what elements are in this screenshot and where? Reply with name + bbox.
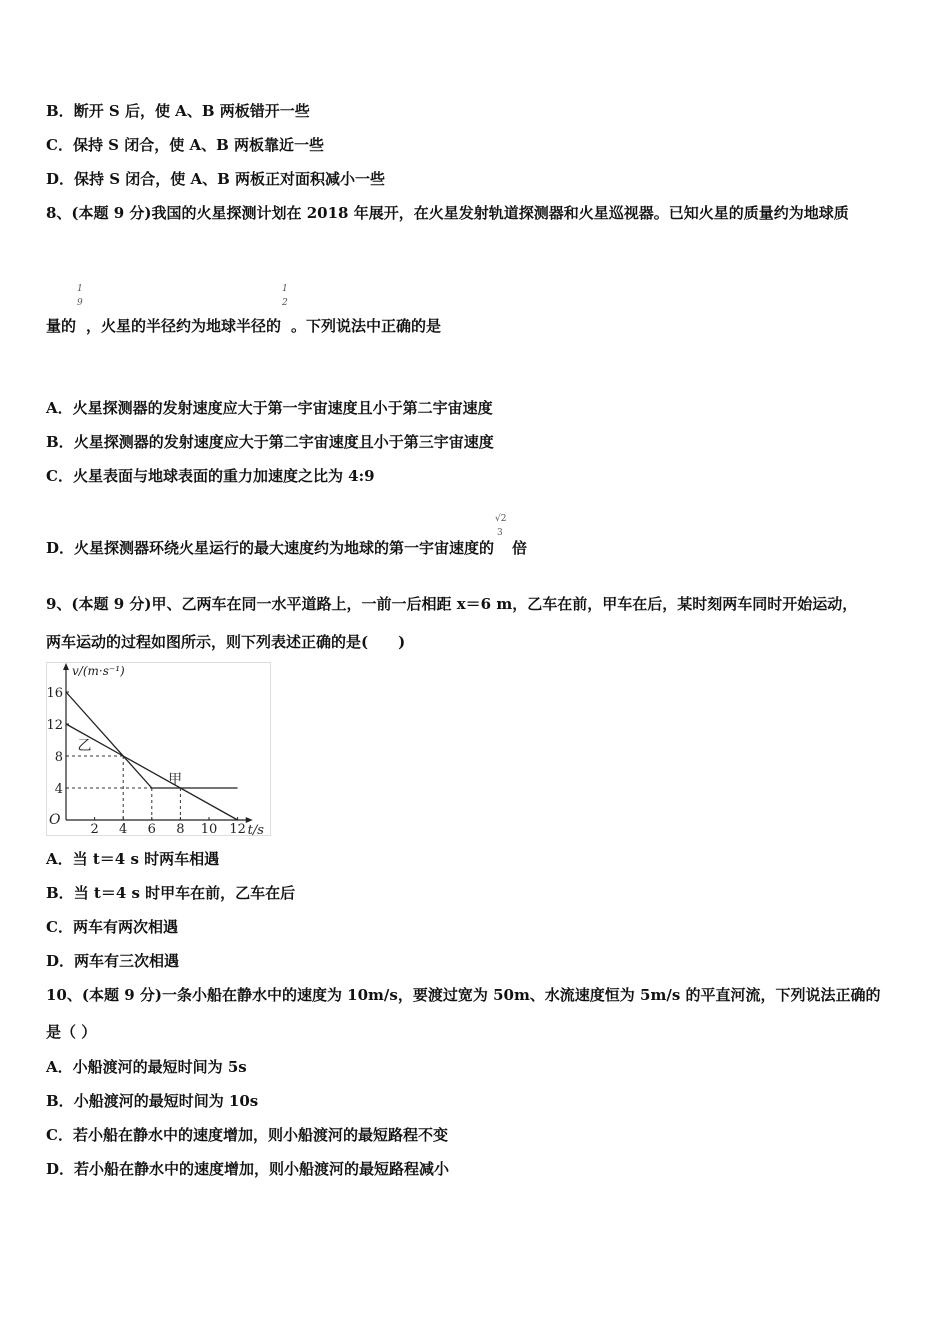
q9-option-a bbox=[46, 849, 219, 869]
option-label: C． bbox=[46, 467, 73, 485]
q9-stem-line1: 9、(本题 9 分)甲、乙两车在同一水平道路上，一前一后相距 x＝6 m，乙车在前，甲车在后，某时刻两车同时开始运动， bbox=[46, 595, 858, 613]
option-label: B． bbox=[46, 433, 74, 451]
option-label: C． bbox=[46, 918, 73, 936]
velocity-time-chart bbox=[46, 662, 272, 838]
y-tick-label: 12 bbox=[46, 718, 63, 733]
option-label: B． bbox=[46, 102, 74, 120]
q10-option-d bbox=[46, 1159, 449, 1179]
q8-stem-part2: ，火星的半径约为地球半径的 bbox=[86, 317, 282, 335]
option-label: A． bbox=[46, 850, 73, 868]
fraction-numerator: 1 bbox=[77, 284, 83, 294]
x-tick-label: 12 bbox=[229, 822, 246, 837]
q8-option-c bbox=[46, 466, 375, 486]
x-tick-label: 8 bbox=[176, 822, 185, 837]
option-text: 两车有三次相遇 bbox=[74, 952, 180, 970]
y-tick-label: 4 bbox=[54, 782, 63, 797]
q9-option-c bbox=[46, 917, 178, 937]
sqrt-numerator: √2 bbox=[495, 514, 507, 524]
option-text: 火星探测器的发射速度应大于第二宇宙速度且小于第三宇宙速度 bbox=[73, 433, 494, 451]
option-label: C． bbox=[46, 1126, 73, 1144]
option-text: 火星表面与地球表面的重力加速度之比为 4:9 bbox=[72, 467, 375, 485]
q8-option-b bbox=[46, 432, 494, 452]
series-label-yi: 乙 bbox=[77, 738, 92, 754]
q9-option-b bbox=[46, 883, 295, 903]
x-tick-label: 4 bbox=[119, 822, 128, 837]
q8-option-a bbox=[46, 398, 493, 418]
option-label: D． bbox=[46, 952, 75, 970]
y-axis-arrow bbox=[63, 663, 69, 670]
fraction-one-ninth bbox=[76, 284, 86, 331]
q7-option-d bbox=[46, 169, 385, 189]
option-text: 两车有两次相遇 bbox=[72, 918, 178, 936]
q10-option-c bbox=[46, 1125, 448, 1145]
y-tick-label: 8 bbox=[54, 750, 63, 765]
fraction-one-half bbox=[281, 284, 291, 331]
option-text: 火星探测器环绕火星运行的最大速度约为地球的第一宇宙速度的 bbox=[74, 539, 495, 557]
q8-stem-part1: 量的 bbox=[46, 317, 77, 335]
q8-option-d bbox=[46, 514, 528, 558]
q7-option-b bbox=[46, 101, 310, 121]
fraction-numerator: 1 bbox=[282, 284, 288, 294]
q10-stem-line1: 10、(本题 9 分)一条小船在静水中的速度为 10m/s，要渡过宽为 50m、水流速度恒为 5m/s 的平直河流，下列说法正确的 bbox=[46, 986, 881, 1004]
option-text: 火星探测器的发射速度应大于第一宇宙速度且小于第二宇宙速度 bbox=[72, 399, 493, 417]
q8-stem-line1: 8、(本题 9 分)我国的火星探测计划在 2018 年展开，在火星发射轨道探测器和火星巡视器。已知火星的质量约为地球质 bbox=[46, 204, 849, 222]
option-label: D． bbox=[46, 1160, 75, 1178]
option-text: 保持 S 闭合，使 A、B 两板靠近一些 bbox=[72, 136, 324, 154]
option-label: D． bbox=[46, 539, 75, 557]
option-label: A． bbox=[46, 1058, 73, 1076]
option-label: B． bbox=[46, 1092, 74, 1110]
option-text: 保持 S 闭合，使 A、B 两板正对面积减小一些 bbox=[74, 170, 386, 188]
x-axis-label: t/s bbox=[247, 823, 264, 838]
q9-stem-line2: 两车运动的过程如图所示，则下列表述正确的是( ) bbox=[46, 633, 406, 651]
option-text: 若小船在静水中的速度增加，则小船渡河的最短路程减小 bbox=[74, 1160, 450, 1178]
option-text: 小船渡河的最短时间为 10s bbox=[73, 1092, 259, 1110]
option-text: 小船渡河的最短时间为 5s bbox=[72, 1058, 247, 1076]
x-tick-label: 10 bbox=[200, 822, 218, 837]
option-label: D． bbox=[46, 170, 75, 188]
origin-label: O bbox=[49, 812, 61, 828]
option-text: 断开 S 后，使 A、B 两板错开一些 bbox=[73, 102, 310, 120]
q10-option-b bbox=[46, 1091, 258, 1111]
q8-stem-line2 bbox=[46, 284, 442, 336]
q10-stem-line2: 是（ ） bbox=[46, 1023, 97, 1041]
sqrt-fraction bbox=[494, 514, 512, 553]
q8-stem-part3: 。下列说法中正确的是 bbox=[291, 317, 442, 335]
q9-option-d bbox=[46, 951, 179, 971]
fraction-denominator: 9 bbox=[77, 298, 83, 308]
option-suffix: 倍 bbox=[512, 539, 528, 557]
q10-option-a bbox=[46, 1057, 247, 1077]
series-line-yi bbox=[66, 724, 238, 820]
x-tick-label: 6 bbox=[147, 822, 156, 837]
series-label-jia: 甲 bbox=[168, 772, 183, 788]
q7-option-c bbox=[46, 135, 324, 155]
y-axis-label: v/(m·s⁻¹) bbox=[72, 664, 125, 678]
option-label: B． bbox=[46, 884, 74, 902]
x-tick-label: 2 bbox=[90, 822, 99, 837]
option-text: 当 t＝4 s 时两车相遇 bbox=[72, 850, 220, 868]
series-line-jia bbox=[66, 692, 238, 788]
option-text: 若小船在静水中的速度增加，则小船渡河的最短路程不变 bbox=[72, 1126, 448, 1144]
sqrt-denominator: 3 bbox=[497, 528, 503, 538]
y-tick-label: 16 bbox=[46, 686, 63, 701]
option-text: 当 t＝4 s 时甲车在前，乙车在后 bbox=[73, 884, 296, 902]
option-label: C． bbox=[46, 136, 73, 154]
fraction-denominator: 2 bbox=[282, 298, 288, 308]
option-label: A． bbox=[46, 399, 73, 417]
